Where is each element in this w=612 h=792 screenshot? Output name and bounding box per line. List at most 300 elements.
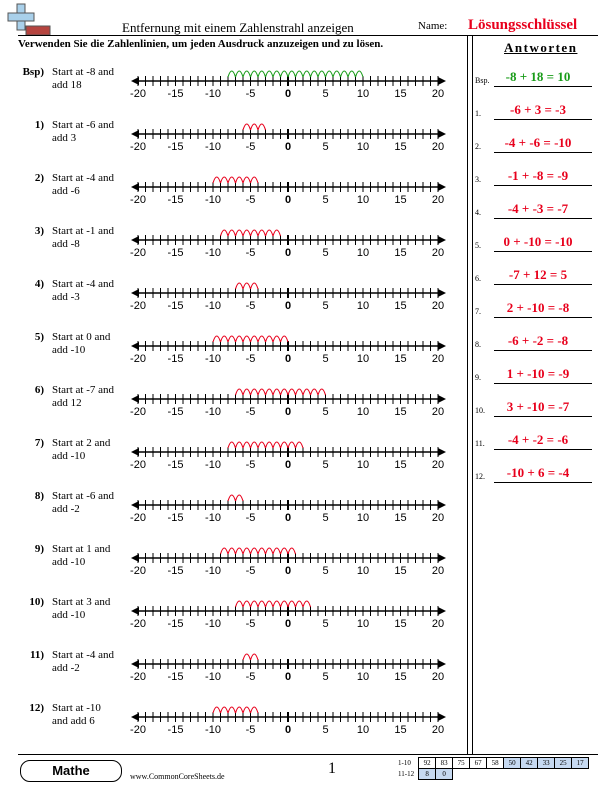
- hop-arc: [266, 389, 274, 395]
- hop-arc: [221, 336, 229, 342]
- problem-number: 8): [34, 490, 44, 502]
- hop-arc: [243, 601, 251, 607]
- tick-label: -20: [130, 194, 146, 206]
- tick-label: 20: [431, 618, 445, 630]
- tick-label: -20: [130, 247, 146, 259]
- hop-arc: [273, 389, 281, 395]
- tick-label: 10: [356, 194, 370, 206]
- problem-number: 5): [34, 331, 44, 343]
- tick-label: 20: [431, 565, 445, 577]
- hop-arc: [258, 230, 266, 236]
- number-line: [130, 71, 446, 100]
- tick-label: -5: [245, 565, 256, 577]
- hop-arc: [281, 442, 289, 448]
- tick-label: 0: [284, 512, 292, 524]
- answers-title: Antworten: [504, 40, 578, 55]
- tick-label: 5: [322, 671, 329, 683]
- hop-arc: [213, 707, 221, 713]
- tick-label: -5: [245, 512, 256, 524]
- hop-arc: [251, 389, 259, 395]
- problem-number: 9): [34, 543, 44, 555]
- tick-label: -15: [167, 141, 184, 153]
- tick-label: 0: [284, 247, 292, 259]
- score-cell: 17: [572, 758, 589, 769]
- answer-number: 11.: [475, 439, 485, 448]
- tick-label: -15: [167, 194, 184, 206]
- hop-arc: [273, 336, 281, 342]
- tick-label: -10: [205, 512, 221, 524]
- hop-arc: [236, 389, 244, 395]
- answer-value: -10 + 6 = -4: [506, 465, 570, 480]
- answer-value: 3 + -10 = -7: [506, 399, 570, 414]
- score-cell: 67: [470, 758, 487, 769]
- tick-label: 20: [431, 300, 445, 312]
- tick-label: 20: [431, 724, 445, 736]
- problem-text-line: Start at 0 and: [52, 331, 111, 343]
- tick-label: -15: [167, 459, 184, 471]
- tick-label: -5: [245, 300, 256, 312]
- hop-arc: [296, 442, 304, 448]
- right-arrow-icon: [438, 289, 446, 297]
- hop-arc: [266, 336, 274, 342]
- tick-label: 15: [394, 724, 407, 736]
- tick-label: 0: [284, 671, 292, 683]
- tick-label: 20: [431, 88, 445, 100]
- tick-label: 0: [284, 565, 292, 577]
- problem-number: 1): [34, 119, 44, 131]
- problem-text-line: add -6: [52, 185, 80, 197]
- tick-label: 0: [284, 406, 292, 418]
- tick-label: -10: [205, 353, 221, 365]
- tick-label: 5: [322, 194, 329, 206]
- problem-text-line: Start at -4 and: [52, 172, 115, 184]
- hop-arc: [318, 389, 326, 395]
- hop-arc: [243, 336, 251, 342]
- hop-arc: [243, 124, 251, 130]
- problem-text-line: add -10: [52, 450, 86, 462]
- score-table: [396, 757, 589, 780]
- hop-arc: [243, 177, 251, 183]
- hop-arc: [273, 548, 281, 554]
- tick-label: -15: [167, 724, 184, 736]
- hop-arc: [228, 71, 236, 77]
- tick-label: -10: [205, 300, 221, 312]
- tick-label: 5: [322, 88, 329, 100]
- tick-label: 5: [322, 300, 329, 312]
- problem-text-line: and add 6: [52, 715, 95, 727]
- right-arrow-icon: [438, 501, 446, 509]
- tick-label: 20: [431, 141, 445, 153]
- problem-text-line: Start at -6 and: [52, 119, 115, 131]
- answer-number: 10.: [475, 406, 485, 415]
- tick-label: -10: [205, 247, 221, 259]
- tick-label: 5: [322, 565, 329, 577]
- score-cell: 0: [436, 769, 453, 780]
- hop-arc: [251, 283, 259, 289]
- right-arrow-icon: [438, 77, 446, 85]
- tick-label: -5: [245, 141, 256, 153]
- tick-label: 15: [394, 512, 407, 524]
- problem-text-line: add -10: [52, 344, 86, 356]
- hop-arc: [296, 71, 304, 77]
- score-cell: 75: [453, 758, 470, 769]
- tick-label: -10: [205, 141, 221, 153]
- tick-label: 20: [431, 406, 445, 418]
- problem-text-line: Start at -7 and: [52, 384, 115, 396]
- tick-label: 15: [394, 194, 407, 206]
- problem-text-line: add 3: [52, 132, 77, 144]
- hop-arc: [236, 283, 244, 289]
- hop-arc: [243, 442, 251, 448]
- problem-number: Bsp): [22, 66, 44, 78]
- hop-arc: [281, 71, 289, 77]
- tick-label: -20: [130, 406, 146, 418]
- hop-arc: [318, 71, 326, 77]
- answer-number: 2.: [475, 142, 481, 151]
- right-arrow-icon: [438, 660, 446, 668]
- answer-value: 0 + -10 = -10: [503, 234, 573, 249]
- hop-arc: [258, 389, 266, 395]
- hop-arc: [221, 707, 229, 713]
- tick-label: -10: [205, 618, 221, 630]
- hop-arc: [213, 177, 221, 183]
- problem-number: 10): [29, 596, 44, 608]
- answer-number: 5.: [475, 241, 481, 250]
- tick-label: -20: [130, 618, 146, 630]
- tick-label: 5: [322, 406, 329, 418]
- hop-arc: [311, 71, 319, 77]
- tick-label: -15: [167, 512, 184, 524]
- hop-arc: [303, 71, 311, 77]
- score-cell: 8: [419, 769, 436, 780]
- tick-label: -20: [130, 300, 146, 312]
- right-arrow-icon: [438, 183, 446, 191]
- answer-value: -7 + 12 = 5: [508, 267, 568, 282]
- problem-text-line: add 18: [52, 79, 82, 91]
- tick-label: -5: [245, 353, 256, 365]
- tick-label: 10: [356, 247, 370, 259]
- hop-arc: [236, 601, 244, 607]
- hop-arc: [251, 177, 259, 183]
- tick-label: -5: [245, 406, 256, 418]
- right-arrow-icon: [438, 236, 446, 244]
- problem-number: 11): [29, 649, 44, 661]
- tick-label: -15: [167, 300, 184, 312]
- score-cell: 92: [419, 758, 436, 769]
- website-link[interactable]: www.CommonCoreSheets.de: [130, 772, 225, 781]
- hop-arc: [236, 336, 244, 342]
- score-row: [396, 769, 589, 780]
- answer-number: 4.: [475, 208, 481, 217]
- hop-arc: [236, 230, 244, 236]
- hop-arc: [303, 601, 311, 607]
- page-number: 1: [328, 760, 336, 777]
- tick-label: 0: [284, 141, 292, 153]
- tick-label: -20: [130, 724, 146, 736]
- tick-label: 15: [394, 88, 407, 100]
- problem-text-line: Start at 1 and: [52, 543, 111, 555]
- score-cell: 33: [538, 758, 555, 769]
- tick-label: 5: [322, 353, 329, 365]
- answer-number: Bsp.: [475, 76, 490, 85]
- problem-number: 12): [29, 702, 44, 714]
- problem-text-line: add -8: [52, 238, 80, 250]
- hop-arc: [266, 230, 274, 236]
- number-line: [130, 230, 446, 259]
- hop-arc: [228, 177, 236, 183]
- answer-number: 7.: [475, 307, 481, 316]
- answer-number: 9.: [475, 373, 481, 382]
- hop-arc: [288, 548, 296, 554]
- hop-arc: [348, 71, 356, 77]
- hop-arc: [243, 548, 251, 554]
- tick-label: -20: [130, 88, 146, 100]
- number-line: [130, 283, 446, 312]
- tick-label: -5: [245, 459, 256, 471]
- hop-arc: [273, 230, 281, 236]
- tick-label: 5: [322, 618, 329, 630]
- hop-arc: [356, 71, 364, 77]
- tick-label: 0: [284, 194, 292, 206]
- answer-number: 6.: [475, 274, 481, 283]
- tick-label: -10: [205, 565, 221, 577]
- hop-arc: [296, 601, 304, 607]
- hop-arc: [258, 548, 266, 554]
- tick-label: 10: [356, 565, 370, 577]
- worksheet-title: Entfernung mit einem Zahlenstrahl anzeigen: [122, 20, 354, 35]
- hop-arc: [228, 336, 236, 342]
- answer-number: 3.: [475, 175, 481, 184]
- tick-label: 5: [322, 459, 329, 471]
- number-line: [130, 389, 446, 418]
- tick-label: 15: [394, 353, 407, 365]
- problem-text-line: add 12: [52, 397, 82, 409]
- hop-arc: [341, 71, 349, 77]
- tick-label: 20: [431, 671, 445, 683]
- hop-arc: [236, 707, 244, 713]
- hop-arc: [333, 71, 341, 77]
- hop-arc: [288, 71, 296, 77]
- hop-arc: [243, 389, 251, 395]
- tick-label: 0: [284, 88, 292, 100]
- tick-label: 0: [284, 353, 292, 365]
- problem-text-line: Start at 3 and: [52, 596, 111, 608]
- footer-divider: [18, 754, 598, 755]
- problem-text-line: add -2: [52, 662, 80, 674]
- right-arrow-icon: [438, 342, 446, 350]
- answer-value: -4 + -2 = -6: [507, 432, 569, 447]
- hop-arc: [251, 71, 259, 77]
- right-arrow-icon: [438, 607, 446, 615]
- tick-label: -5: [245, 724, 256, 736]
- tick-label: -20: [130, 671, 146, 683]
- hop-arc: [266, 71, 274, 77]
- problem-number: 7): [34, 437, 44, 449]
- number-line: [130, 548, 446, 577]
- tick-label: 20: [431, 459, 445, 471]
- instructions: Verwenden Sie die Zahlenlinien, um jeden Ausdruck anzuzeigen und zu lösen.: [18, 38, 384, 50]
- hop-arc: [221, 177, 229, 183]
- problem-text-line: add -2: [52, 503, 80, 515]
- hop-arc: [258, 124, 266, 130]
- problem-number: 2): [34, 172, 44, 184]
- hop-arc: [243, 654, 251, 660]
- tick-label: 10: [356, 141, 370, 153]
- number-line: [130, 336, 446, 365]
- hop-arc: [258, 601, 266, 607]
- hop-arc: [311, 389, 319, 395]
- tick-label: 5: [322, 141, 329, 153]
- hop-arc: [281, 601, 289, 607]
- number-line: [130, 442, 446, 471]
- tick-label: 10: [356, 406, 370, 418]
- hop-arc: [251, 548, 259, 554]
- tick-label: -10: [205, 406, 221, 418]
- tick-label: -15: [167, 618, 184, 630]
- hop-arc: [236, 71, 244, 77]
- tick-label: 5: [322, 512, 329, 524]
- number-line: [130, 124, 446, 153]
- tick-label: -15: [167, 247, 184, 259]
- tick-label: -5: [245, 88, 256, 100]
- score-row: [396, 758, 589, 769]
- problem-number: 4): [34, 278, 44, 290]
- tick-label: 20: [431, 194, 445, 206]
- subject-badge: Mathe: [20, 760, 122, 782]
- tick-label: -20: [130, 512, 146, 524]
- hop-arc: [228, 495, 236, 501]
- tick-label: -20: [130, 565, 146, 577]
- tick-label: -10: [205, 671, 221, 683]
- problem-text-line: Start at -4 and: [52, 649, 115, 661]
- hop-arc: [251, 707, 259, 713]
- tick-label: -20: [130, 353, 146, 365]
- problem-text-line: Start at -10: [52, 702, 101, 714]
- answer-value: -6 + -2 = -8: [507, 333, 569, 348]
- tick-label: 15: [394, 141, 407, 153]
- problem-text-line: add -10: [52, 556, 86, 568]
- hop-arc: [236, 177, 244, 183]
- tick-label: 20: [431, 353, 445, 365]
- hop-arc: [228, 548, 236, 554]
- answer-value: 1 + -10 = -9: [506, 366, 570, 381]
- tick-label: 10: [356, 353, 370, 365]
- tick-label: 20: [431, 512, 445, 524]
- tick-label: -15: [167, 671, 184, 683]
- hop-arc: [243, 283, 251, 289]
- hop-arc: [243, 230, 251, 236]
- answer-number: 8.: [475, 340, 481, 349]
- hop-arc: [243, 71, 251, 77]
- hop-arc: [258, 336, 266, 342]
- hop-arc: [288, 442, 296, 448]
- tick-label: -10: [205, 88, 221, 100]
- score-cell: 25: [555, 758, 572, 769]
- hop-arc: [243, 707, 251, 713]
- hop-arc: [213, 336, 221, 342]
- tick-label: 10: [356, 618, 370, 630]
- hop-arc: [251, 124, 259, 130]
- hop-arc: [303, 389, 311, 395]
- name-value: Lösungsschlüssel: [468, 17, 578, 33]
- tick-label: -5: [245, 194, 256, 206]
- hop-arc: [221, 230, 229, 236]
- hop-arc: [288, 601, 296, 607]
- number-line: [130, 601, 446, 630]
- right-arrow-icon: [438, 554, 446, 562]
- hop-arc: [326, 71, 334, 77]
- hop-arc: [258, 442, 266, 448]
- tick-label: 10: [356, 459, 370, 471]
- tick-label: 10: [356, 512, 370, 524]
- tick-label: 0: [284, 724, 292, 736]
- hop-arc: [251, 442, 259, 448]
- hop-arc: [251, 230, 259, 236]
- number-line: [130, 495, 446, 524]
- hop-arc: [273, 71, 281, 77]
- hop-arc: [258, 71, 266, 77]
- score-cell: 83: [436, 758, 453, 769]
- tick-label: 15: [394, 406, 407, 418]
- answer-value: -1 + -8 = -9: [507, 168, 569, 183]
- hop-arc: [251, 601, 259, 607]
- problem-text-line: Start at -4 and: [52, 278, 115, 290]
- answer-value: -4 + -3 = -7: [507, 201, 569, 216]
- score-cell: 58: [487, 758, 504, 769]
- tick-label: 15: [394, 300, 407, 312]
- hop-arc: [251, 336, 259, 342]
- problem-text-line: add -3: [52, 291, 80, 303]
- tick-label: 10: [356, 671, 370, 683]
- problem-number: 6): [34, 384, 44, 396]
- tick-label: 10: [356, 88, 370, 100]
- hop-arc: [228, 230, 236, 236]
- hop-arc: [281, 548, 289, 554]
- hop-arc: [236, 442, 244, 448]
- hop-arc: [281, 336, 289, 342]
- hop-arc: [266, 601, 274, 607]
- answer-value: -4 + -6 = -10: [504, 135, 572, 150]
- hop-arc: [288, 389, 296, 395]
- tick-label: -15: [167, 353, 184, 365]
- tick-label: 10: [356, 300, 370, 312]
- hop-arc: [251, 654, 259, 660]
- tick-label: -5: [245, 671, 256, 683]
- tick-label: -10: [205, 194, 221, 206]
- problem-text-line: Start at 2 and: [52, 437, 111, 449]
- problem-text-line: Start at -8 and: [52, 66, 115, 78]
- number-line: [130, 177, 446, 206]
- name-label: Name:: [418, 20, 448, 32]
- tick-label: -10: [205, 724, 221, 736]
- tick-label: 0: [284, 618, 292, 630]
- tick-label: 15: [394, 459, 407, 471]
- hop-arc: [228, 707, 236, 713]
- right-arrow-icon: [438, 713, 446, 721]
- tick-label: 15: [394, 671, 407, 683]
- tick-label: -15: [167, 88, 184, 100]
- number-line: [130, 707, 446, 736]
- tick-label: -15: [167, 406, 184, 418]
- score-row-label: 1-10: [398, 759, 411, 767]
- answer-value: -6 + 3 = -3: [510, 102, 566, 117]
- right-arrow-icon: [438, 395, 446, 403]
- problem-text-line: add -10: [52, 609, 86, 621]
- hop-arc: [266, 548, 274, 554]
- number-line: [130, 654, 446, 683]
- hop-arc: [236, 495, 244, 501]
- score-row-label: 11-12: [398, 770, 415, 778]
